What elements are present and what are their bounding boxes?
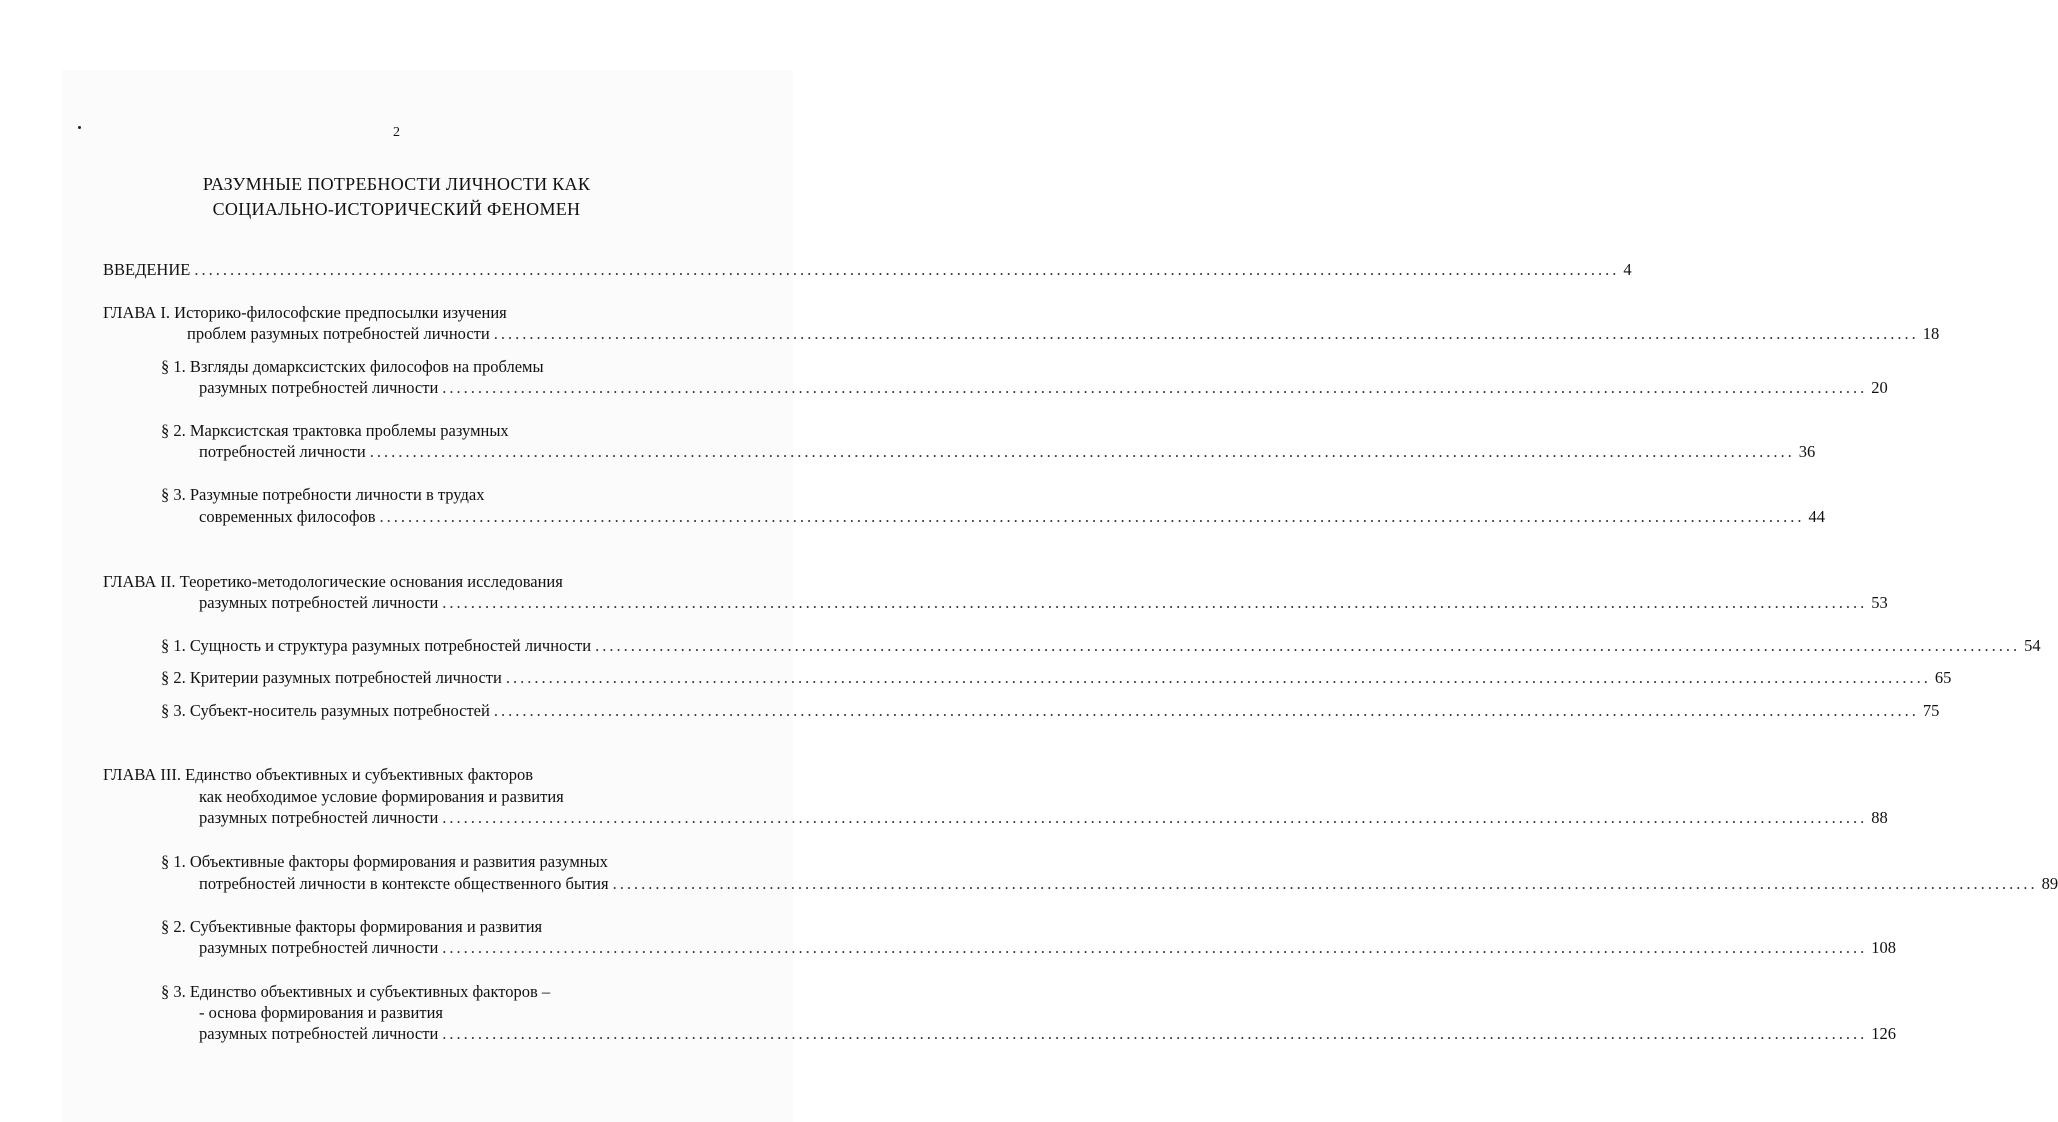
toc-entry-label: потребностей личности <box>199 442 366 461</box>
toc-page-number: 44 <box>1808 507 1826 526</box>
toc-section-2-1[interactable] <box>161 635 2041 656</box>
dot-leader: ........................................................................................................................................................................................................ <box>493 324 1919 343</box>
toc-page-number: 108 <box>1871 938 1897 957</box>
toc-section-1-3-heading[interactable]: § 3. Разумные потребности личности в трудах <box>161 485 485 504</box>
toc-page-number: 18 <box>1922 324 1940 343</box>
toc-chapter-1[interactable] <box>187 323 1940 344</box>
toc-section-1-1-heading[interactable]: § 1. Взгляды домарксистских философов на проблемы <box>161 357 544 376</box>
toc-section-2-2[interactable] <box>161 667 1952 688</box>
toc-chapter-3-heading[interactable]: ГЛАВА III. Единство объективных и субъективных факторов <box>103 765 534 784</box>
toc-section-3-2[interactable] <box>199 937 1897 958</box>
toc-page-number: 54 <box>2024 636 2041 655</box>
toc-section-3-3-heading-line-2[interactable]: - основа формирования и развития <box>199 1003 443 1022</box>
toc-entry-label: разумных потребностей личности <box>199 593 439 612</box>
toc-entry-label: разумных потребностей личности <box>199 938 439 957</box>
dot-leader: ........................................................................................................................................................................................................ <box>379 507 1805 526</box>
toc-page-number: 75 <box>1922 701 1940 720</box>
document-title <box>0 172 793 222</box>
dot-leader: ........................................................................................................................................................................................................ <box>595 636 2021 655</box>
toc-entry-label: разумных потребностей личности <box>199 1024 439 1043</box>
dot-leader: ........................................................................................................................................................................................................ <box>612 874 2038 893</box>
toc-chapter-2[interactable] <box>199 592 1888 613</box>
toc-chapter-1-heading[interactable]: ГЛАВА I. Историко-философские предпосылки изучения <box>103 303 507 322</box>
dot-leader: ........................................................................................................................................................................................................ <box>442 808 1868 827</box>
title-line-1: РАЗУМНЫЕ ПОТРЕБНОСТИ ЛИЧНОСТИ КАК <box>202 174 591 194</box>
toc-entry-label: § 3. Субъект-носитель разумных потребностей <box>161 701 490 720</box>
dot-leader: ........................................................................................................................................................................................................ <box>493 701 1919 720</box>
toc-page-number: 4 <box>1623 260 1632 279</box>
toc-entry-label: § 1. Сущность и структура разумных потребностей личности <box>161 636 592 655</box>
toc-entry-label: потребностей личности в контексте общественного бытия <box>199 874 609 893</box>
toc-section-3-1-heading[interactable]: § 1. Объективные факторы формирования и развития разумных <box>161 852 608 871</box>
dot-leader: ........................................................................................................................................................................................................ <box>194 260 1620 279</box>
dot-leader: ........................................................................................................................................................................................................ <box>442 593 1868 612</box>
toc-section-1-1[interactable] <box>199 377 1888 398</box>
toc-section-1-2[interactable] <box>199 441 1816 462</box>
toc-entry-label: разумных потребностей личности <box>199 378 439 397</box>
toc-page-number: 88 <box>1871 808 1888 827</box>
dot-leader: ........................................................................................................................................................................................................ <box>442 1024 1868 1043</box>
toc-section-1-2-heading[interactable]: § 2. Марксистская трактовка проблемы разумных <box>161 421 509 440</box>
toc-section-3-3[interactable] <box>199 1023 1897 1044</box>
toc-entry-label: § 2. Критерии разумных потребностей личности <box>161 668 502 687</box>
toc-page-number: 36 <box>1798 442 1816 461</box>
toc-page-number: 126 <box>1871 1024 1897 1043</box>
toc-entry-label: проблем разумных потребностей личности <box>187 324 490 343</box>
toc-page-number: 53 <box>1871 593 1888 612</box>
toc-entry-intro[interactable] <box>103 259 1632 280</box>
toc-entry-label: разумных потребностей личности <box>199 808 439 827</box>
toc-section-3-3-heading[interactable]: § 3. Единство объективных и субъективных факторов – <box>161 982 551 1001</box>
toc-chapter-3-heading-line-2[interactable]: как необходимое условие формирования и развития <box>199 787 564 806</box>
toc-section-2-3[interactable] <box>161 700 1940 721</box>
toc-chapter-2-heading[interactable]: ГЛАВА II. Теоретико-методологические основания исследования <box>103 572 563 591</box>
page-number: 2 <box>393 125 400 140</box>
toc-chapter-3[interactable] <box>199 807 1888 828</box>
toc-page-number: 89 <box>2041 874 2058 893</box>
title-line-2: СОЦИАЛЬНО-ИСТОРИЧЕСКИЙ ФЕНОМЕН <box>212 199 581 219</box>
toc-page-number: 20 <box>1871 378 1888 397</box>
dot-leader: ........................................................................................................................................................................................................ <box>505 668 1931 687</box>
toc-section-3-1[interactable] <box>199 873 2058 894</box>
toc-section-3-2-heading[interactable]: § 2. Субъективные факторы формирования и развития <box>161 917 543 936</box>
dot-leader: ........................................................................................................................................................................................................ <box>442 938 1868 957</box>
toc-section-1-3[interactable] <box>199 506 1826 527</box>
toc-entry-label: современных философов <box>199 507 376 526</box>
toc-page-number: 65 <box>1934 668 1952 687</box>
dot-leader: ........................................................................................................................................................................................................ <box>369 442 1795 461</box>
dot-leader: ........................................................................................................................................................................................................ <box>442 378 1868 397</box>
toc-entry-label: ВВЕДЕНИЕ <box>103 260 191 279</box>
